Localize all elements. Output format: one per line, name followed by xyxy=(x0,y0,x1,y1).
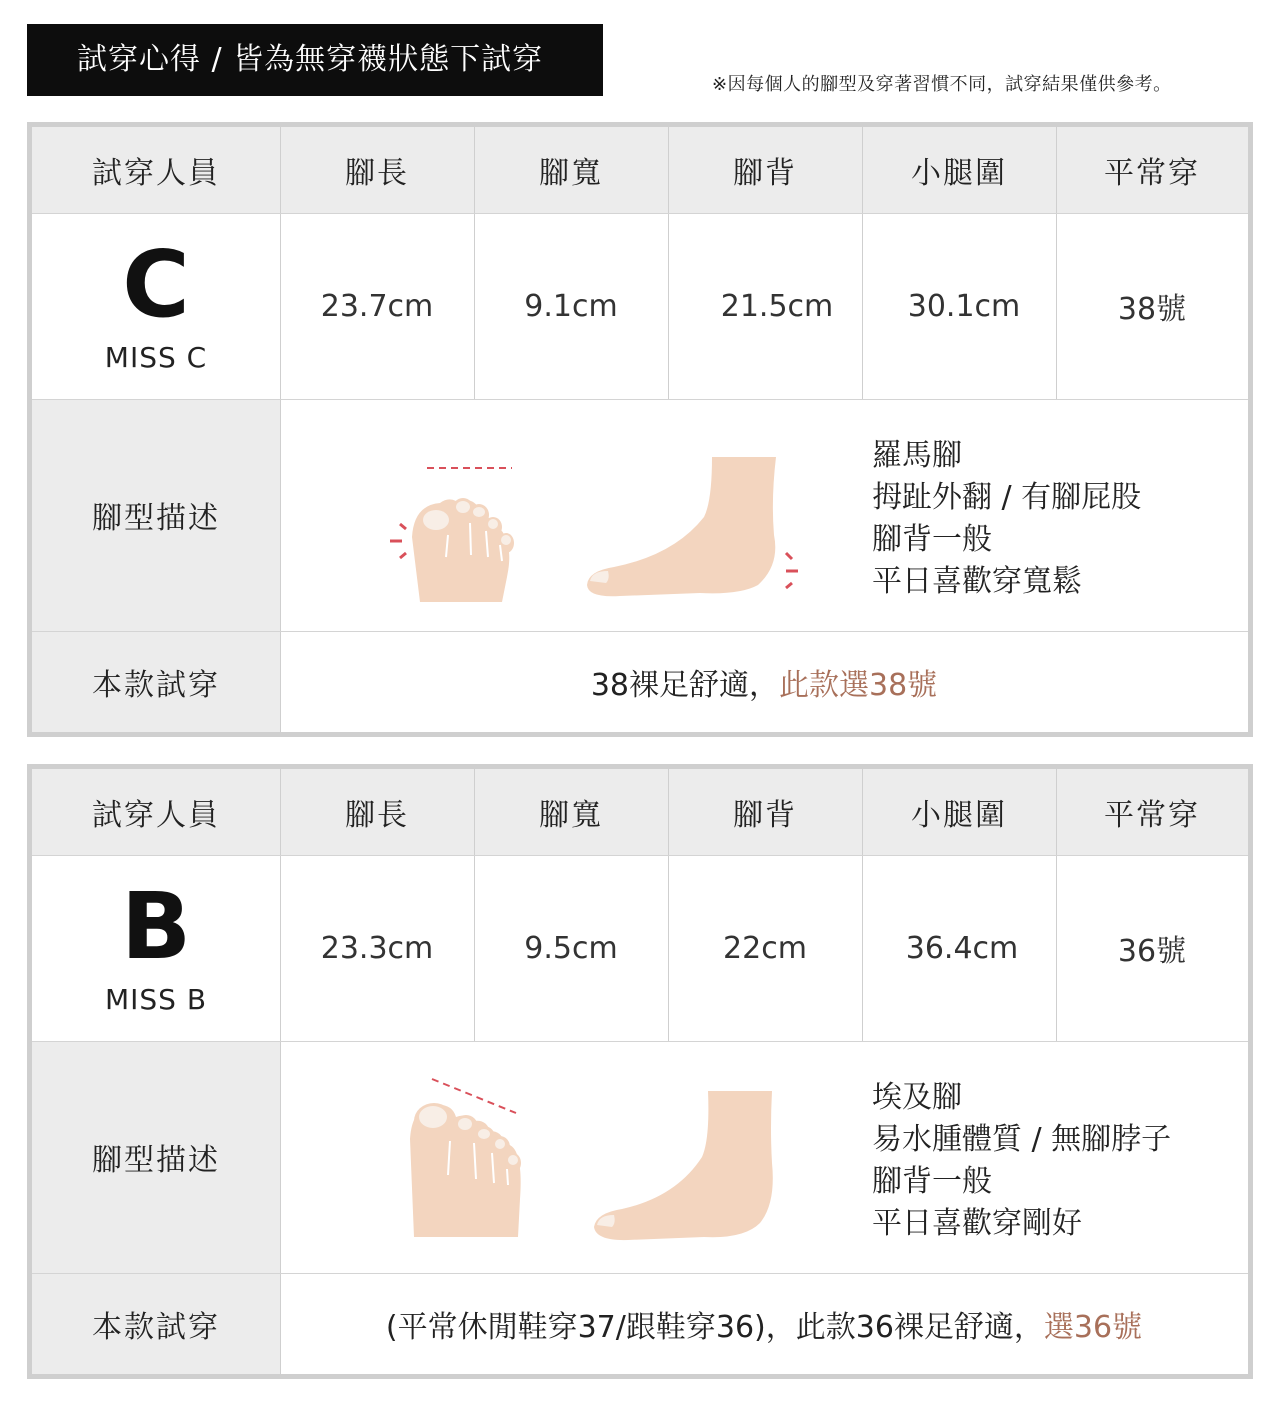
description-label: 腳型描述 xyxy=(32,1041,280,1273)
header-calf: 小腿圍 xyxy=(862,769,1056,855)
header-tester: 試穿人員 xyxy=(32,769,280,855)
header-foot-length: 腳長 xyxy=(280,769,474,855)
foot-width-value: 9.1cm xyxy=(524,288,618,324)
toe-illustration-egyptian xyxy=(402,1079,552,1239)
tester-letter: C xyxy=(122,230,190,338)
calf-value: 36.4cm xyxy=(905,930,1019,966)
trial-result xyxy=(280,1273,1248,1374)
header-instep: 腳背 xyxy=(668,127,862,213)
foot-length-value: 23.7cm xyxy=(320,288,434,324)
instep-value: 21.5cm xyxy=(720,288,834,324)
header-calf: 小腿圍 xyxy=(862,127,1056,213)
description-line: 平日喜歡穿寬鬆 xyxy=(872,564,1082,599)
foot-length-value: 23.3cm xyxy=(320,930,434,966)
description-line: 腳背一般 xyxy=(872,1164,992,1199)
tester-identity xyxy=(32,855,280,1041)
header-foot-width: 腳寬 xyxy=(474,127,668,213)
trial-result-text: (平常休閒鞋穿37/跟鞋穿36)，此款36裸足舒適， xyxy=(385,1309,1044,1345)
trial-result-text: 38裸足舒適， xyxy=(590,667,779,703)
tester-table-b xyxy=(27,764,1253,1379)
tester-table-c xyxy=(27,122,1253,737)
side-foot-illustration xyxy=(580,453,810,603)
trial-result-size: 選36號 xyxy=(1043,1309,1143,1345)
trial-label: 本款試穿 xyxy=(32,631,280,732)
description-label: 腳型描述 xyxy=(32,399,280,631)
foot-description xyxy=(872,1077,1171,1245)
tester-letter: B xyxy=(120,872,192,980)
description-line: 拇趾外翻 / 有腳屁股 xyxy=(872,480,1142,515)
header-foot-length: 腳長 xyxy=(280,127,474,213)
side-foot-illustration xyxy=(584,1089,814,1249)
instep-value: 22cm xyxy=(723,930,807,966)
trial-result-size: 此款選38號 xyxy=(779,667,938,703)
description-line: 易水腫體質 / 無腳脖子 xyxy=(872,1122,1172,1157)
header-usual-size: 平常穿 xyxy=(1056,127,1248,213)
toe-illustration-roman xyxy=(382,457,532,607)
description-line: 埃及腳 xyxy=(872,1080,962,1115)
trial-label: 本款試穿 xyxy=(32,1273,280,1374)
description-line: 平日喜歡穿剛好 xyxy=(872,1206,1082,1241)
tester-name: MISS B xyxy=(104,982,208,1016)
foot-width-value: 9.5cm xyxy=(524,930,618,966)
header-usual-size: 平常穿 xyxy=(1056,769,1248,855)
usual-size-value: 38號 xyxy=(1117,292,1187,327)
header-foot-width: 腳寬 xyxy=(474,769,668,855)
description-line: 腳背一般 xyxy=(872,522,992,557)
disclaimer-note: ※因每個人的腳型及穿著習慣不同，試穿結果僅供參考。 xyxy=(712,74,1172,95)
trial-result xyxy=(280,631,1248,732)
tester-identity xyxy=(32,213,280,399)
tester-name: MISS C xyxy=(104,340,208,374)
foot-description xyxy=(872,435,1141,603)
page-title: 試穿心得 / 皆為無穿襪狀態下試穿 xyxy=(27,24,603,96)
usual-size-value: 36號 xyxy=(1117,934,1187,969)
header-instep: 腳背 xyxy=(668,769,862,855)
calf-value: 30.1cm xyxy=(907,288,1021,324)
header-tester: 試穿人員 xyxy=(32,127,280,213)
description-line: 羅馬腳 xyxy=(872,438,962,473)
